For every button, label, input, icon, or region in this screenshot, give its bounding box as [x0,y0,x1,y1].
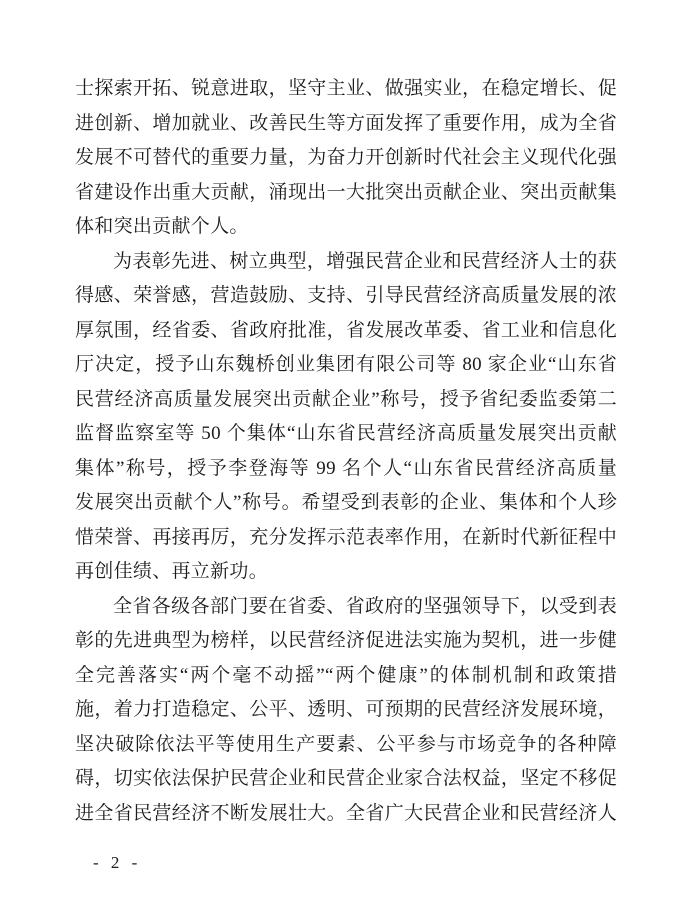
text-line-p2-6: 监督监察室等 50 个集体“山东省民营经济高质量发展突出贡献 [75,423,617,444]
text-line-p3-3: 全完善落实“两个毫不动摇”“两个健康”的体制机制和政策措 [75,664,617,686]
text-line-p1-2: 进创新、增加就业、改善民生等方面发挥了重要作用，成为全省 [75,112,617,134]
text-line-p3-2: 彰的先进典型为榜样，以民营经济促进法实施为契机，进一步健 [75,630,617,651]
text-line-p3-4: 施，着力打造稳定、公平、透明、可预期的民营经济发展环境， [75,699,617,720]
text-line-p2-7: 集体”称号，授予李登海等 99 名个人“山东省民营经济高质量 [75,457,617,479]
text-line-p3-6: 碍，切实依法保护民营企业和民营企业家合法权益，坚定不移促 [75,768,617,789]
text-line-p2-3: 厚氛围，经省委、省政府批准，省发展改革委、省工业和信息化 [75,319,617,341]
text-line-p1-3: 发展不可替代的重要力量，为奋力开创新时代社会主义现代化强 [75,147,617,168]
text-line-p2-1: 为表彰先进、树立典型，增强民营企业和民营经济人士的获 [113,250,617,272]
document-body [75,72,617,831]
text-line-p2-8: 发展突出贡献个人”称号。希望受到表彰的企业、集体和个人珍 [75,492,617,513]
text-line-p3-1: 全省各级各部门要在省委、省政府的坚强领导下，以受到表 [113,595,617,617]
text-line-p2-4: 厅决定，授予山东魏桥创业集团有限公司等 80 家企业“山东省 [75,354,617,375]
text-line-p3-5: 坚决破除依法平等使用生产要素、公平参与市场竞争的各种障 [75,733,617,755]
text-line-p1-1: 士探索开拓、锐意进取，坚守主业、做强实业，在稳定增长、促 [75,78,617,99]
text-line-p2-2: 得感、荣誉感，营造鼓励、支持、引导民营经济高质量发展的浓 [75,285,617,306]
text-line-p1-4: 省建设作出重大贡献，涌现出一大批突出贡献企业、突出贡献集 [75,181,617,203]
text-line-p2-10: 再创佳绩、再立新功。 [75,561,269,582]
text-line-p2-5: 民营经济高质量发展突出贡献企业”称号，授予省纪委监委第二 [75,388,617,410]
text-line-p3-7: 进全省民营经济不断发展壮大。全省广大民营企业和民营经济人 [75,802,617,824]
text-line-p1-5: 体和突出贡献个人。 [75,216,249,237]
text-line-p2-9: 惜荣誉、再接再厉，充分发挥示范表率作用，在新时代新征程中 [75,526,617,548]
page-number: - 2 - [93,853,142,872]
